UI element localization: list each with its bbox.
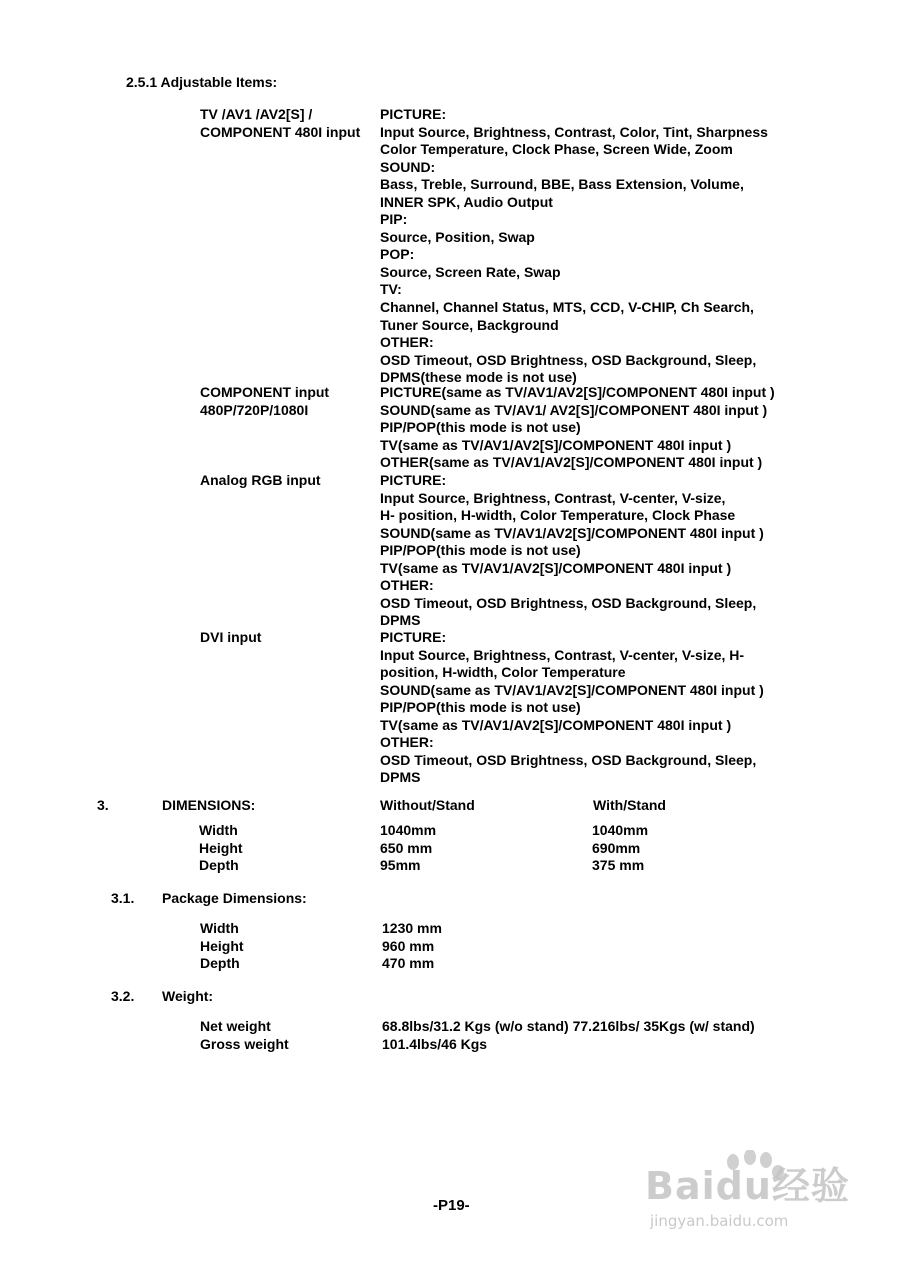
weight-labels xyxy=(200,1018,289,1053)
weight-label: Gross weight xyxy=(200,1035,289,1052)
item-line: OSD Timeout, OSD Brightness, OSD Background, Sleep, xyxy=(380,351,757,368)
item-line: PIP/POP(this mode is not use) xyxy=(380,699,581,716)
weight-value: 101.4lbs/46 Kgs xyxy=(382,1035,488,1052)
watermark-url: jingyan.baidu.com xyxy=(650,1212,789,1230)
item-line: OTHER: xyxy=(380,334,434,351)
dimension-value: 1040mm xyxy=(592,822,649,838)
item-line: TV: xyxy=(380,281,402,298)
item-line: Tuner Source, Background xyxy=(380,316,559,333)
watermark-brand: Baidu经验 xyxy=(645,1164,850,1208)
dimension-value: 95mm xyxy=(380,857,421,874)
item-line: PICTURE: xyxy=(380,106,447,122)
item-line: OSD Timeout, OSD Brightness, OSD Background, Sleep, xyxy=(380,751,757,768)
item-line: H- position, H-width, Color Temperature, Clock Phase xyxy=(380,507,736,524)
page-number: -P19- xyxy=(433,1197,470,1214)
item-line: OTHER: xyxy=(380,734,434,751)
item-line: Bass, Treble, Surround, BBE, Bass Extension, Volume, xyxy=(380,176,744,193)
mode-label-line: 480P/720P/1080I xyxy=(200,401,309,418)
item-line: SOUND: xyxy=(380,158,436,175)
weight-value: 68.8lbs/31.2 Kgs (w/o stand) 77.216lbs/ 35Kgs (w/ stand) xyxy=(382,1018,755,1034)
mode-label-line: COMPONENT input xyxy=(200,384,330,400)
mode-label-line: TV /AV1 /AV2[S] / xyxy=(200,106,313,122)
package-title: Package Dimensions: xyxy=(162,890,307,906)
item-line: PICTURE: xyxy=(380,472,447,488)
item-line: SOUND(same as TV/AV1/AV2[S]/COMPONENT 480I input ) xyxy=(380,681,764,698)
weight-label: Net weight xyxy=(200,1018,271,1034)
item-line: Channel, Channel Status, MTS, CCD, V-CHIP, Ch Search, xyxy=(380,299,754,316)
mode-items-tv-av-component480i xyxy=(380,106,768,387)
dimension-value: 1040mm xyxy=(380,822,437,838)
dimension-label: Depth xyxy=(199,857,239,874)
item-line: PIP/POP(this mode is not use) xyxy=(380,419,581,436)
item-line: Input Source, Brightness, Contrast, V-center, V-size, xyxy=(380,489,726,506)
item-line: SOUND(same as TV/AV1/ AV2[S]/COMPONENT 480I input ) xyxy=(380,401,768,418)
item-line: OTHER: xyxy=(380,577,434,594)
dimensions-number: 3. xyxy=(97,797,109,813)
mode-label-line: COMPONENT 480I input xyxy=(200,123,361,140)
item-line: SOUND(same as TV/AV1/AV2[S]/COMPONENT 480I input ) xyxy=(380,524,764,541)
mode-label-line: DVI input xyxy=(200,629,262,645)
package-number: 3.1. xyxy=(111,890,135,906)
item-line: PICTURE: xyxy=(380,629,447,645)
item-line: TV(same as TV/AV1/AV2[S]/COMPONENT 480I input ) xyxy=(380,716,732,733)
dimension-value: 650 mm xyxy=(380,839,433,856)
item-line: OTHER(same as TV/AV1/AV2[S]/COMPONENT 480I input ) xyxy=(380,454,763,471)
dimension-label: Height xyxy=(199,839,243,856)
baidu-watermark xyxy=(640,1150,890,1250)
item-line: Input Source, Brightness, Contrast, Color, Tint, Sharpness xyxy=(380,123,768,140)
item-line: POP: xyxy=(380,246,415,263)
item-line: INNER SPK, Audio Output xyxy=(380,193,553,210)
package-values xyxy=(382,920,442,973)
item-line: DPMS(these mode is not use) xyxy=(380,369,577,386)
package-value: 1230 mm xyxy=(382,920,442,936)
item-line: Color Temperature, Clock Phase, Screen Wide, Zoom xyxy=(380,141,733,158)
dimension-value: 690mm xyxy=(592,839,641,856)
mode-label-component-hd xyxy=(200,384,329,419)
dimensions-title: DIMENSIONS: xyxy=(162,797,256,813)
mode-items-analog-rgb xyxy=(380,472,764,630)
package-label: Width xyxy=(200,920,239,936)
dimension-value: 375 mm xyxy=(592,857,645,874)
mode-items-dvi xyxy=(380,629,764,787)
weight-values xyxy=(382,1018,755,1053)
item-line: Input Source, Brightness, Contrast, V-center, V-size, H- xyxy=(380,646,745,663)
item-line: Source, Screen Rate, Swap xyxy=(380,263,561,280)
package-labels xyxy=(200,920,244,973)
dimensions-labels xyxy=(199,822,243,875)
item-line: TV(same as TV/AV1/AV2[S]/COMPONENT 480I input ) xyxy=(380,436,732,453)
item-line: PIP: xyxy=(380,211,408,228)
dimensions-with-values xyxy=(592,822,648,875)
mode-label-tv-av-component480i xyxy=(200,106,360,141)
weight-number: 3.2. xyxy=(111,988,135,1004)
item-line: TV(same as TV/AV1/AV2[S]/COMPONENT 480I input ) xyxy=(380,559,732,576)
dimension-label: Width xyxy=(199,822,238,838)
item-line: DPMS xyxy=(380,612,421,629)
package-label: Height xyxy=(200,937,244,954)
mode-items-component-hd xyxy=(380,384,775,472)
dimensions-col-without: Without/Stand xyxy=(380,797,475,813)
mode-label-analog-rgb xyxy=(200,472,321,490)
item-line: position, H-width, Color Temperature xyxy=(380,664,626,681)
item-line: PIP/POP(this mode is not use) xyxy=(380,542,581,559)
package-value: 960 mm xyxy=(382,937,435,954)
mode-label-dvi xyxy=(200,629,261,647)
package-label: Depth xyxy=(200,955,240,972)
dimensions-without-values xyxy=(380,822,436,875)
mode-label-line: Analog RGB input xyxy=(200,472,321,488)
item-line: PICTURE(same as TV/AV1/AV2[S]/COMPONENT 480I input ) xyxy=(380,384,775,400)
section-heading: 2.5.1 Adjustable Items: xyxy=(126,74,278,90)
package-value: 470 mm xyxy=(382,955,435,972)
dimensions-col-with: With/Stand xyxy=(593,797,666,813)
item-line: DPMS xyxy=(380,769,421,786)
item-line: Source, Position, Swap xyxy=(380,228,535,245)
weight-title: Weight: xyxy=(162,988,214,1004)
item-line: OSD Timeout, OSD Brightness, OSD Background, Sleep, xyxy=(380,594,757,611)
